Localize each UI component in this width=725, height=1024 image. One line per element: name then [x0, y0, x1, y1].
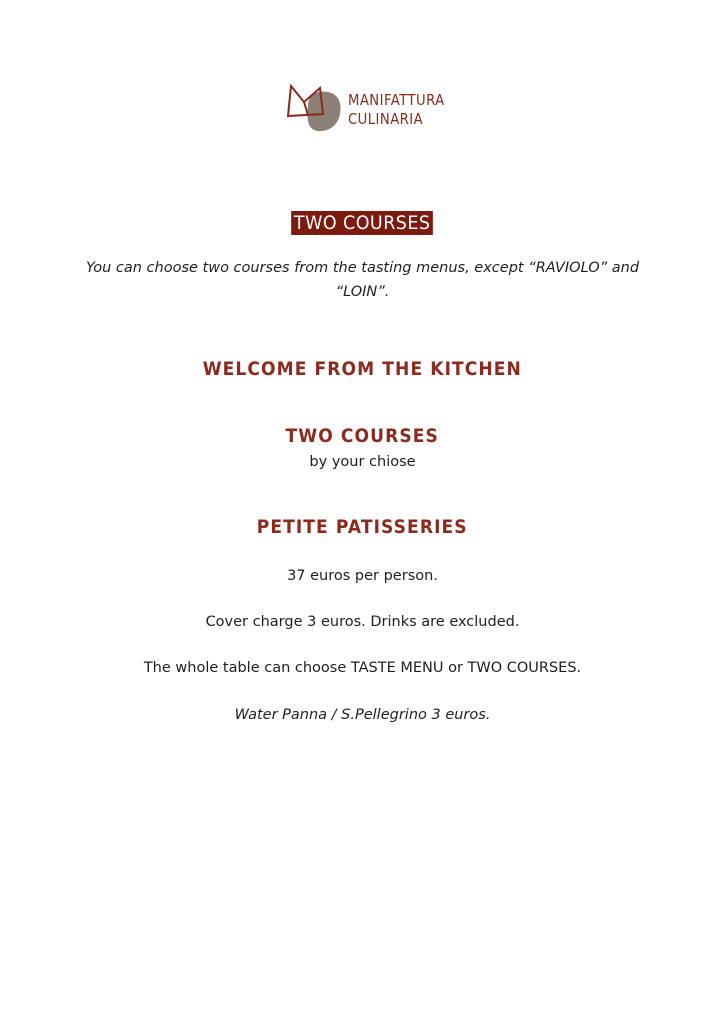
restaurant-logo: [284, 84, 458, 136]
welcome-heading: [0, 357, 725, 381]
logo-mark-icon: [284, 84, 342, 136]
two-courses-heading-text: TWO COURSES: [285, 425, 440, 447]
patisseries-heading-text: PETITE PATISSERIES: [257, 516, 468, 538]
logo-wordmark: [348, 91, 445, 129]
intro-text: You can choose two courses from the tasting menus, except “RAVIOLO” and “LOIN”.: [85, 260, 640, 300]
section-badge-row: [0, 211, 725, 235]
welcome-heading-text: WELCOME FROM THE KITCHEN: [202, 358, 523, 380]
price-text: 37 euros per person.: [287, 568, 438, 584]
two-courses-subtitle: by your chiose: [309, 454, 416, 470]
patisseries-heading: [0, 515, 725, 539]
cover-charge-text: Cover charge 3 euros. Drinks are excluded.: [205, 614, 520, 630]
two-courses-heading: [0, 424, 725, 448]
logo-line-1: MANIFATTURA: [348, 91, 445, 109]
logo-line-2: CULINARIA: [348, 110, 424, 128]
section-badge: TWO COURSES: [292, 211, 434, 235]
water-text: Water Panna / S.Pellegrino 3 euros.: [234, 707, 491, 723]
table-rule-text: The whole table can choose TASTE MENU or TWO COURSES.: [143, 660, 582, 676]
